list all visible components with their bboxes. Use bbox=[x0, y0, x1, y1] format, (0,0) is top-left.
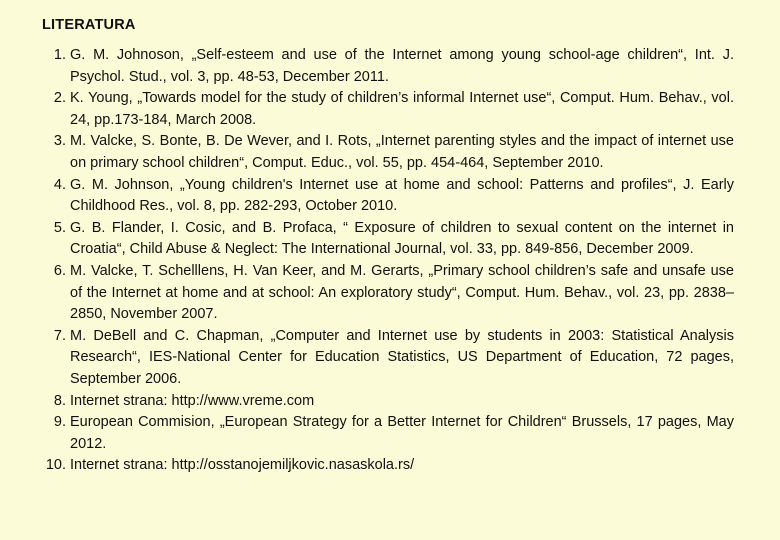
reference-item-2 bbox=[40, 88, 734, 131]
reference-number: 5. bbox=[53, 219, 66, 236]
reference-text: Internet strana: http://www.vreme.com bbox=[70, 392, 315, 409]
reference-number: 2. bbox=[53, 90, 66, 107]
reference-number: 6. bbox=[53, 262, 66, 279]
reference-text: G. B. Flander, I. Cosic, and B. Profaca, “ Exposure of children to sexual content on the internet in Croatia“, Child Abuse & Neglect: The International Journal, vol. 33, pp. 849-856, December 2009. bbox=[70, 219, 734, 258]
reference-number: 1. bbox=[53, 47, 66, 63]
reference-number: 9. bbox=[53, 414, 66, 431]
reference-list bbox=[40, 45, 734, 477]
reference-item-4 bbox=[40, 175, 734, 218]
reference-text: K. Young, „Towards model for the study of children’s informal Internet use“, Comput. Hum. Behav., vol. 24, pp.173-184, March 2008. bbox=[70, 90, 734, 128]
reference-item-3 bbox=[40, 131, 734, 174]
reference-text: Internet strana: http://osstanojemiljkovic.nasaskola.rs/ bbox=[70, 457, 415, 474]
reference-item-7 bbox=[40, 326, 734, 391]
reference-item-5 bbox=[40, 218, 734, 261]
reference-item-10 bbox=[40, 455, 734, 477]
reference-item-6 bbox=[40, 261, 734, 326]
reference-text: M. DeBell and C. Chapman, „Computer and Internet use by students in 2003: Statistical Analysis Research“, IES-National Center for Education Statistics, US Department of Education, 72 pages, September 2006. bbox=[70, 327, 734, 387]
reference-number: 7. bbox=[53, 327, 66, 344]
reference-number: 8. bbox=[53, 392, 66, 409]
reference-number: 3. bbox=[53, 133, 66, 150]
reference-number: 4. bbox=[53, 176, 66, 193]
reference-number: 10. bbox=[45, 457, 66, 474]
page-title: LITERATURA bbox=[42, 17, 136, 33]
reference-text: M. Valcke, T. Schelllens, H. Van Keer, and M. Gerarts, „Primary school children’s safe and unsafe use of the Internet at home and at school: An exploratory study“, Comput. Hum. Behav., vol. 23, pp. 2838–2850, November 2007. bbox=[70, 262, 734, 323]
reference-text: G. M. Johnson, „Young children's Internet use at home and school: Patterns and profiles“, J. Early Childhood Res., vol. 8, pp. 282-293, October 2010. bbox=[70, 176, 734, 215]
reference-text: European Commision, „European Strategy for a Better Internet for Children“ Brussels, 17 pages, May 2012. bbox=[70, 414, 734, 452]
reference-item-9 bbox=[40, 412, 734, 455]
reference-item-8 bbox=[40, 391, 734, 413]
reference-item-1 bbox=[40, 45, 734, 88]
reference-text: M. Valcke, S. Bonte, B. De Wever, and I. Rots, „Internet parenting styles and the impact of internet use on primary school children“, Comput. Educ., vol. 55, pp. 454-464, September 2010. bbox=[70, 133, 734, 171]
reference-text: G. M. Johnoson, „Self-esteem and use of the Internet among young school-age children“, Int. J. Psychol. Stud., vol. 3, pp. 48-53, December 2011. bbox=[70, 47, 734, 85]
